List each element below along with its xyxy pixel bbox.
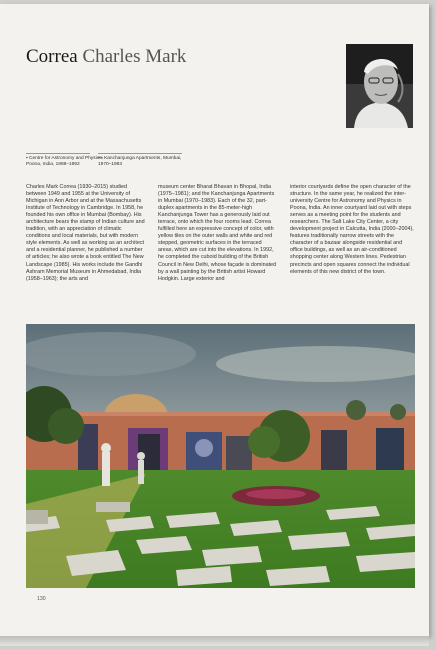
caption-right: ▪ ▪ Kanchanjunga Apartments, Mumbai, 1970–1983 [98, 156, 182, 167]
page-title [26, 46, 186, 68]
page-number: 130 [37, 596, 46, 602]
body-column-3: interior courtyards define the open character of the structure. In the same year, he realized the inter-university Centre for Astronomy and Physics in Poona, India. An inner courtyard laid out with steps serves as a meeting point for the students and researchers. The Salt Lake City Center, a city development project in Calcutta, India (2000–2004), features traditionally narrow streets with the character of a bazaar alongside residential and office buildings, as well as an air-conditioned shopping center along Western lines. Pedestrian precincts and open squares connect the individual elements of this new district of the town. [290, 184, 414, 275]
body-column-2: museum center Bharat Bhavan in Bhopal, India (1975–1981); and the Kanchanjunga Apartments in Mumbai (1970–1983). Each of the 32, part-duplex apartments in the 85-meter-high Kanchanjunga Tower has a generously laid out terrace, onto which the four rooms lead. Correa fulfilled here an expressive concept of color, with yellow tiles on the outer walls and white and red stepped, geometric surfaces in the terraced areas, which are cut into the elevations. In 1992, he completed the cuboid building of the British Council in New Delhi, whose façade is dominated by a wall painting by the British artist Howard Hodgkin. Large exterior and [158, 184, 277, 282]
title-given-names: Charles Mark [82, 46, 187, 67]
page-stack-edge [0, 636, 429, 646]
title-surname: Correa [26, 46, 78, 67]
caption-left: ▪ Centre for Astronomy and Physics, Poona, India, 1988–1992 [26, 156, 103, 167]
centre-for-astronomy-photo [26, 324, 415, 588]
architect-portrait-photo [346, 44, 413, 128]
caption-rule-right [98, 153, 182, 154]
caption-rule-left [26, 153, 90, 154]
body-column-1: Charles Mark Correa (1930–2015) studied between 1949 and 1955 at the University of Michigan in Ann Arbor and at the Massachusetts Institute of Technology in Cambridge. In 1958, he founded his own office in Mumbai (Bombay). His architecture bears the stamp of Indian culture and tradition, with an appreciation of climatic conditions and local materials, but with modern style elements. As well as working as an architect and a residential planner, he published a number of articles; he also wrote a book entitled The New Landscape (1985). His works include the Gandhi Ashram Memorial Museum in Ahmedabad, India (1958–1963); the arts and [26, 184, 145, 282]
